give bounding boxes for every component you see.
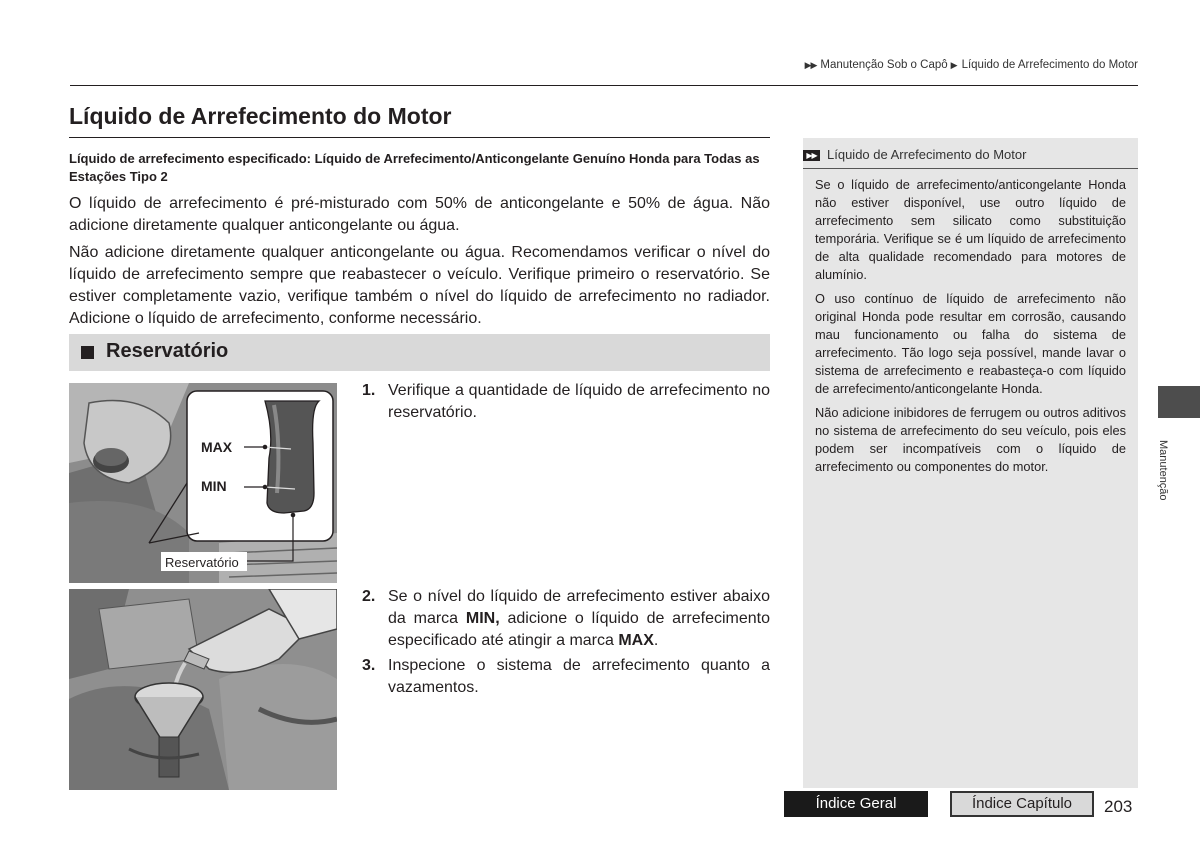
sidebar-divider [803, 168, 1138, 169]
arrow-right-icon: ▶ [950, 60, 958, 70]
body-paragraph: O líquido de arrefecimento é pré-misturado com 50% de anticongelante e 50% de água. Não adicione diretamente qualquer anticongelante ou água. [69, 195, 770, 234]
breadcrumb [805, 59, 1138, 71]
sidebar-paragraph: Não adicione inibidores de ferrugem ou outros aditivos no sistema de arrefecimento do seu veículo, pois eles podem ser incompatíveis com o líquido de arrefecimento ou componentes do motor. [815, 405, 1126, 474]
step-text-part: Se o nível do líquido de arrefecimento estiver abaixo da marca [388, 588, 770, 627]
chapter-tab-marker[interactable] [1158, 386, 1200, 418]
double-arrow-icon: ▶▶ [804, 60, 817, 70]
breadcrumb-current: Líquido de Arrefecimento do Motor [961, 59, 1138, 71]
section-header [69, 334, 770, 371]
step-number: 1. [362, 382, 376, 399]
body-paragraph: Não adicione diretamente qualquer anticongelante ou água. Recomendamos verificar o nível do líquido de arrefecimento sempre que reabastecer o veículo. Verifique primeiro o reservatório. Se estiver completamente vazio, verifique também o nível do líquido de arrefecimento no radiador. Adicione o líquido de arrefecimento, conforme necessário. [69, 244, 770, 327]
double-arrow-icon: ▶▶ [803, 150, 820, 161]
sidebar-paragraph: O uso contínuo de líquido de arrefecimento não original Honda pode resultar em corrosão, causando mau funcionamento ou falha do sistema de arrefecimento. Tão logo seja possível, mande lavar o sistema de arrefecimento e reabasteça-o com líquido de arrefecimento/anticongelante Honda. [815, 291, 1126, 396]
header-divider [70, 85, 1138, 86]
step-3 [362, 655, 770, 699]
step-number: 2. [362, 588, 376, 605]
engine-bay-illustration [69, 383, 337, 583]
max-mark-bold: MAX [618, 632, 654, 649]
general-index-button[interactable]: Índice Geral [784, 791, 928, 817]
sidebar-paragraph: Se o líquido de arrefecimento/anticongelante Honda não estiver disponível, use outro líquido de arrefecimento sem silicato como substituição temporária. Verifique se é um líquido de arrefecimento de alta qualidade recomendado para motores de alumínio. [815, 177, 1126, 282]
step-1 [362, 380, 770, 424]
square-bullet-icon [81, 346, 94, 359]
step-text: Verifique a quantidade de líquido de arrefecimento no reservatório. [388, 382, 770, 421]
chapter-tab-text: Manutenção [1157, 440, 1169, 501]
specified-coolant-note: Líquido de arrefecimento especificado: Líquido de Arrefecimento/Anticongelante Genuíno Honda para Todas as Estações Tipo 2 [69, 151, 760, 184]
title-divider [69, 137, 770, 138]
step-text [388, 586, 770, 652]
sidebar-note [803, 138, 1138, 788]
pouring-coolant-illustration [69, 589, 337, 790]
step-text-part: . [653, 632, 659, 649]
breadcrumb-section-link[interactable]: Manutenção Sob o Capô [820, 59, 948, 71]
step-number: 3. [362, 657, 376, 674]
max-label: MAX [201, 439, 233, 455]
sidebar-title: Líquido de Arrefecimento do Motor [827, 147, 1027, 162]
page-number: 203 [1104, 797, 1133, 816]
reservoir-illustration [69, 383, 337, 583]
reservoir-label: Reservatório [165, 555, 239, 570]
min-mark-bold: MIN, [465, 610, 500, 627]
min-label: MIN [201, 478, 227, 494]
page-title: Líquido de Arrefecimento do Motor [69, 103, 452, 129]
step-2 [362, 586, 770, 652]
step-text-part: adicione o líquido de arrefecimento especificado até atingir a marca [388, 610, 771, 649]
step-text: Inspecione o sistema de arrefecimento quanto a vazamentos. [388, 657, 770, 696]
pouring-illustration [69, 589, 337, 790]
chapter-tab-label [1153, 440, 1173, 520]
chapter-index-button[interactable]: Índice Capítulo [950, 791, 1094, 817]
section-title: Reservatório [106, 340, 229, 362]
